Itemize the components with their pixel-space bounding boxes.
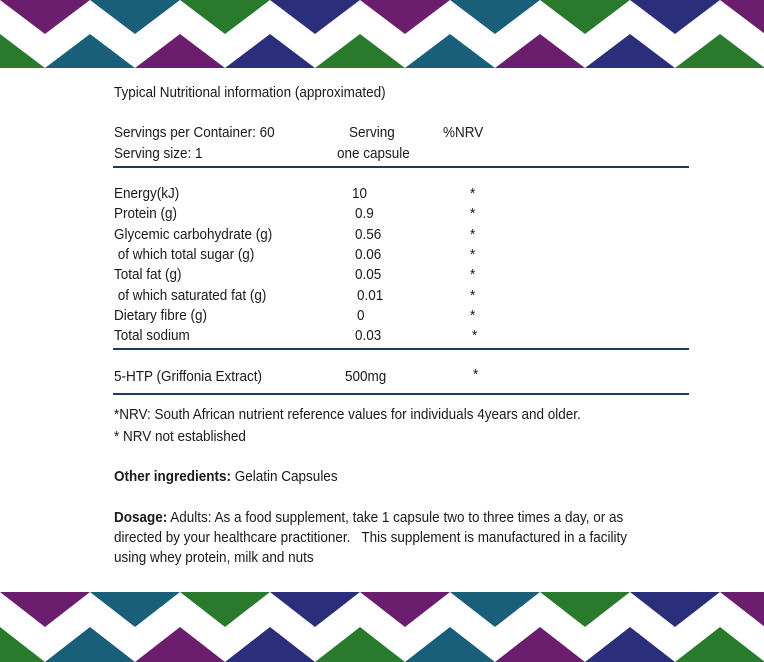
decorative-bottom-band (0, 592, 764, 662)
other-ingredients-label: Other ingredients: (114, 468, 232, 485)
nutrient-value: 0.9 (355, 205, 374, 222)
nutrient-nrv: * (470, 185, 476, 202)
table-divider-top (113, 166, 689, 168)
nutrient-nrv: * (472, 327, 478, 344)
nutrient-value: 0.01 (357, 287, 384, 304)
nutrient-value: 0.03 (355, 327, 382, 344)
nutrient-nrv: * (470, 226, 476, 243)
nutrient-name: Glycemic carbohydrate (g) (114, 226, 273, 243)
nutrient-nrv: * (470, 287, 476, 304)
nrv-column-header: %NRV (443, 124, 484, 141)
serving-column-header: Serving (349, 124, 395, 141)
nutrient-value: 0.05 (355, 266, 382, 283)
nutrient-name: Protein (g) (114, 205, 178, 222)
nutrient-name: Total sodium (114, 327, 190, 344)
nutrient-name: Energy(kJ) (114, 185, 180, 202)
nutrient-name: of which saturated fat (g) (114, 287, 267, 304)
nutrient-value: 0.56 (355, 226, 382, 243)
decorative-top-band (0, 0, 764, 68)
nutrient-nrv: * (470, 307, 476, 324)
nutrient-nrv: * (470, 246, 476, 263)
nutrient-value: 0.06 (355, 246, 382, 263)
other-ingredients (114, 468, 338, 486)
nrv-not-established-note: * NRV not established (114, 428, 246, 445)
nutrient-name: Dietary fibre (g) (114, 307, 208, 324)
active-ingredient-nrv: * (473, 366, 479, 383)
active-ingredient-value: 500mg (345, 368, 387, 385)
nutrition-heading: Typical Nutritional information (approximated) (114, 84, 386, 101)
serving-size: Serving size: 1 (114, 145, 203, 162)
nutrient-nrv: * (470, 266, 476, 283)
nrv-footnote: *NRV: South African nutrient reference values for individuals 4years and older. (114, 406, 581, 423)
nutrient-nrv: * (470, 205, 476, 222)
dosage-line-3: using whey protein, milk and nuts (114, 549, 314, 566)
nutrient-name: Total fat (g) (114, 266, 182, 283)
table-divider-middle (113, 348, 689, 350)
nutrient-value: 0 (357, 307, 365, 324)
dosage-label: Dosage: (114, 509, 168, 526)
dosage-text: Adults: As a food supplement, take 1 capsule two to three times a day, or as (167, 509, 624, 526)
servings-per-container: Servings per Container: 60 (114, 124, 275, 141)
nutrient-value: 10 (352, 185, 368, 202)
dosage-line-1 (114, 508, 663, 528)
dosage-line-2: directed by your healthcare practitioner. This supplement is manufactured in a facility (114, 529, 628, 546)
nutrient-name: of which total sugar (g) (114, 246, 255, 263)
active-ingredient-name: 5-HTP (Griffonia Extract) (114, 368, 263, 385)
other-ingredients-text: Gelatin Capsules (231, 468, 338, 485)
table-divider-bottom (113, 393, 689, 395)
serving-column-subheader: one capsule (337, 145, 410, 162)
